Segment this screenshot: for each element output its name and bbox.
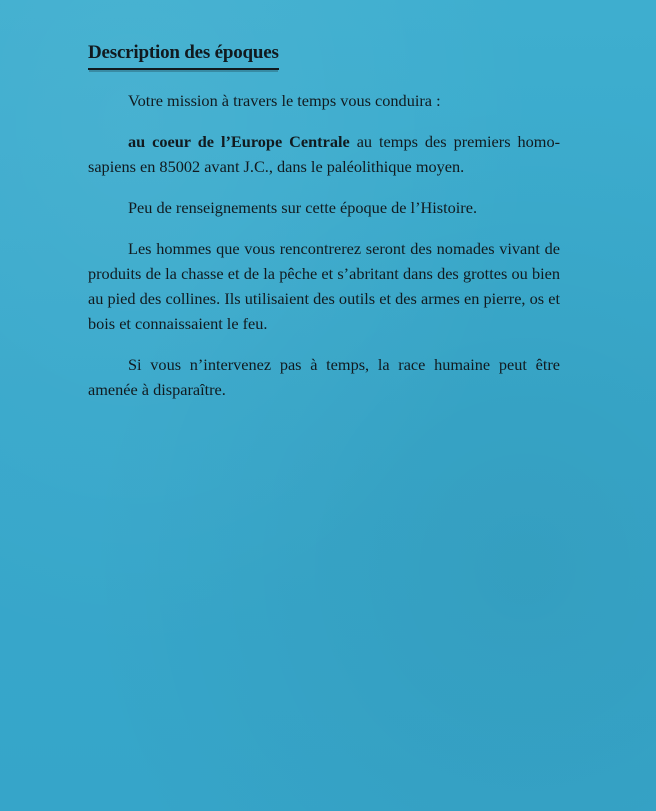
page-title: Description des époques [88,40,279,70]
paragraph-information: Peu de renseignements sur cette époque de l’Histoire. [128,198,478,217]
paragraph-destination [88,129,560,179]
destination-text: au temps des premiers homo-sapiens en 85002 avant J.C., dans le paléolithique moyen. [88,132,561,176]
destination-highlight: au coeur de l’Europe Centrale [128,132,350,151]
paragraph-people: Les hommes que vous rencontrerez seront des nomades vivant de produits de la chasse et de la pêche et s’abritant dans des grottes ou bien au pied des collines. Ils utilisaient des outils et des armes en pierre, os et bois et connaissaient le feu. [88,239,560,333]
paragraph-warning: Si vous n’intervenez pas à temps, la race humaine peut être amenée à disparaître. [88,355,560,399]
paragraph-intro: Votre mission à travers le temps vous conduira : [128,91,441,110]
document-body [88,88,560,418]
